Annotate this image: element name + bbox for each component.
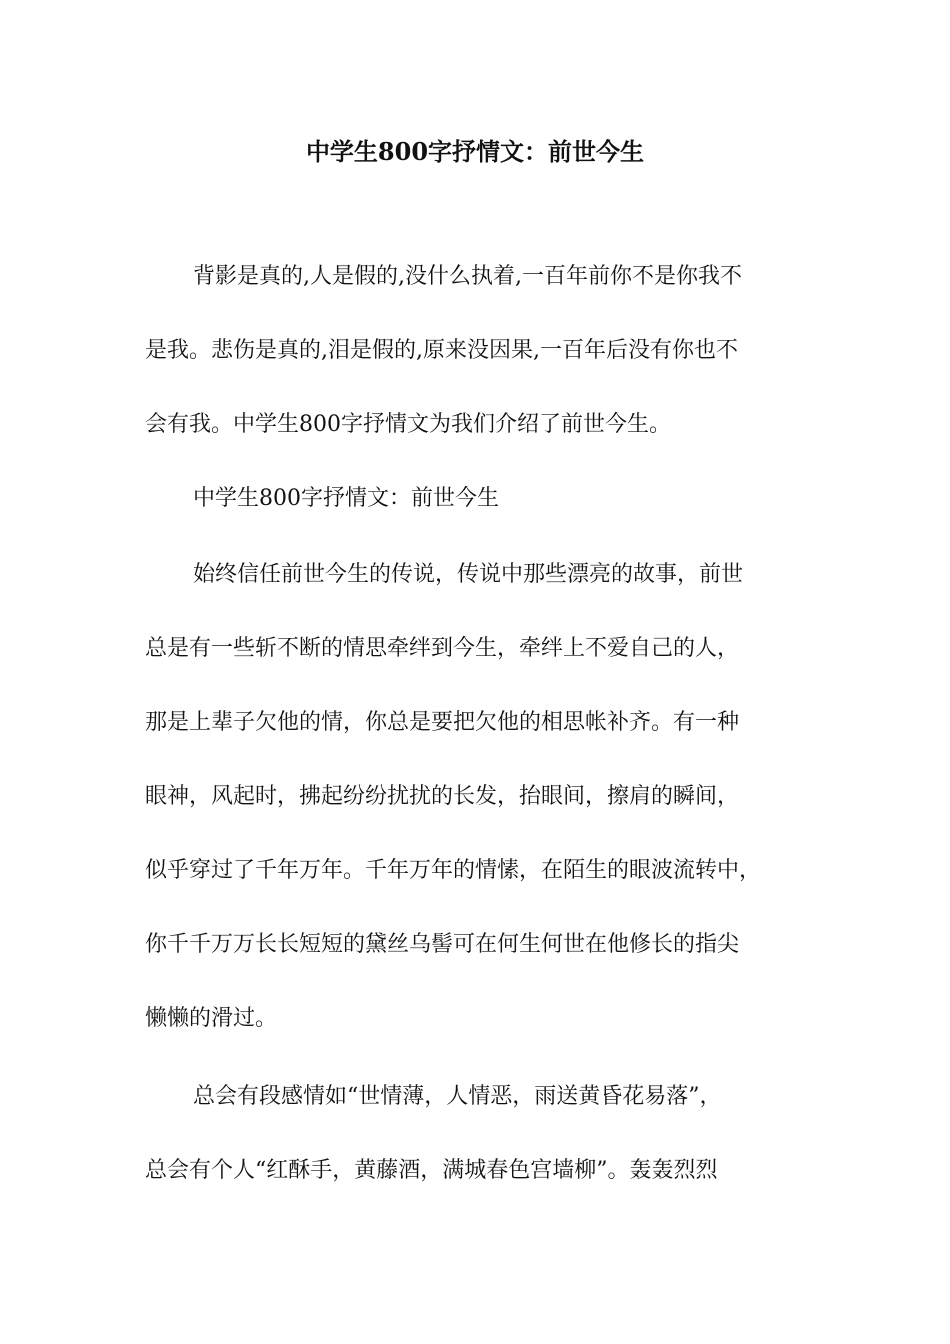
- paragraph-line: 总是有一些斩不断的情思牵绊到今生，牵绊上不爱自己的人，: [145, 636, 740, 661]
- paragraph-line: 总会有个人“红酥手，黄藤酒，满城春色宫墙柳”。轰轰烈烈: [145, 1158, 718, 1183]
- paragraph-line: 似乎穿过了千年万年。千年万年的情愫，在陌生的眼波流转中，: [145, 858, 762, 883]
- paragraph-line: 是我。悲伤是真的,泪是假的,原来没因果,一百年后没有你也不: [145, 338, 738, 363]
- paragraph-line: 懒懒的滑过。: [145, 1006, 278, 1031]
- paragraph-line: 那是上辈子欠他的情，你总是要把欠他的相思帐补齐。有一种: [145, 710, 740, 735]
- subheading-line: 中学生800字抒情文：前世今生: [193, 486, 499, 511]
- document-title: 中学生800字抒情文：前世今生: [305, 137, 645, 166]
- paragraph-line: 会有我。中学生800字抒情文为我们介绍了前世今生。: [145, 412, 671, 437]
- paragraph-line: 始终信任前世今生的传说，传说中那些漂亮的故事，前世: [193, 562, 744, 587]
- paragraph-line: 背影是真的,人是假的,没什么执着,一百年前你不是你我不: [193, 264, 742, 289]
- paragraph-line: 总会有段感情如“世情薄，人情恶，雨送黄昏花易落”，: [193, 1084, 722, 1109]
- paragraph-line: 眼神，风起时，拂起纷纷扰扰的长发，抬眼间，擦肩的瞬间，: [145, 784, 740, 809]
- paragraph-line: 你千千万万长长短短的黛丝乌髻可在何生何世在他修长的指尖: [145, 932, 740, 957]
